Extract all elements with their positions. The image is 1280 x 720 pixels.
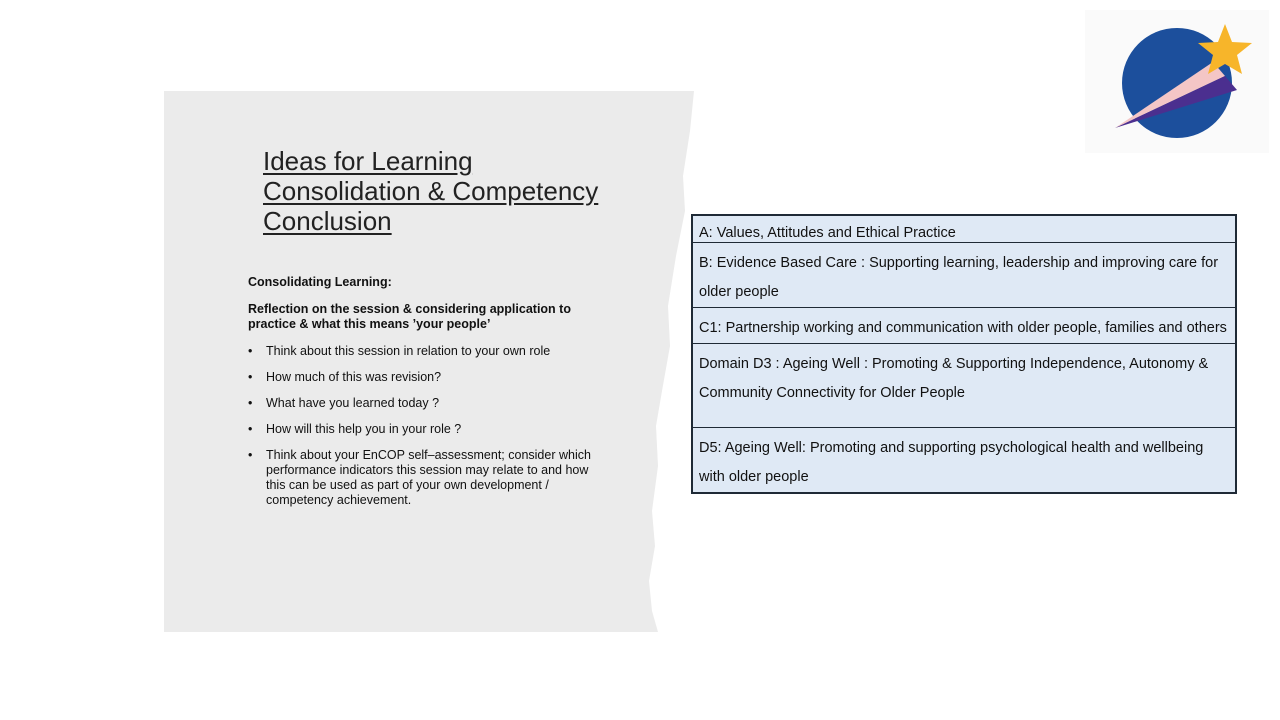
list-item: • How much of this was revision?	[248, 370, 442, 384]
domain-row-a: A: Values, Attitudes and Ethical Practice	[693, 216, 1235, 243]
domain-row-d3: Domain D3 : Ageing Well : Promoting & Supporting Independence, Autonomy & Community Connectivity for Older People	[693, 344, 1235, 428]
list-item: • Think about your EnCOP self–assessment; consider which performance indicators this session may relate to and how this can be used as part of your own development / competency achievement.	[248, 448, 591, 507]
shooting-star-logo-icon	[1085, 10, 1269, 153]
bullet-dot-icon: •	[248, 396, 253, 410]
reflection-list	[248, 344, 608, 508]
bullet-dot-icon: •	[248, 448, 253, 462]
bullet-dot-icon: •	[248, 344, 253, 358]
bullet-dot-icon: •	[248, 370, 253, 384]
competency-domains-table	[691, 214, 1237, 494]
domain-row-b: B: Evidence Based Care : Supporting learning, leadership and improving care for older people	[693, 243, 1235, 308]
list-item: • Think about this session in relation to your own role	[248, 344, 551, 358]
title-line-3: Conclusion	[263, 206, 392, 236]
reflection-heading: Reflection on the session & considering application to practice & what this means ’your people’	[248, 302, 571, 331]
consolidating-learning-section	[248, 275, 608, 519]
title-line-2: Consolidation & Competency	[263, 176, 599, 206]
list-item: • What have you learned today ?	[248, 396, 440, 410]
title-line-1: Ideas for Learning	[263, 146, 473, 176]
domain-row-c1: C1: Partnership working and communication with older people, families and others	[693, 308, 1235, 344]
domain-row-d5: D5: Ageing Well: Promoting and supporting psychological health and wellbeing with older people	[699, 440, 1204, 485]
consolidating-heading: Consolidating Learning:	[248, 275, 392, 289]
slide-title	[263, 146, 643, 236]
list-item: • How will this help you in your role ?	[248, 422, 462, 436]
bullet-dot-icon: •	[248, 422, 253, 436]
